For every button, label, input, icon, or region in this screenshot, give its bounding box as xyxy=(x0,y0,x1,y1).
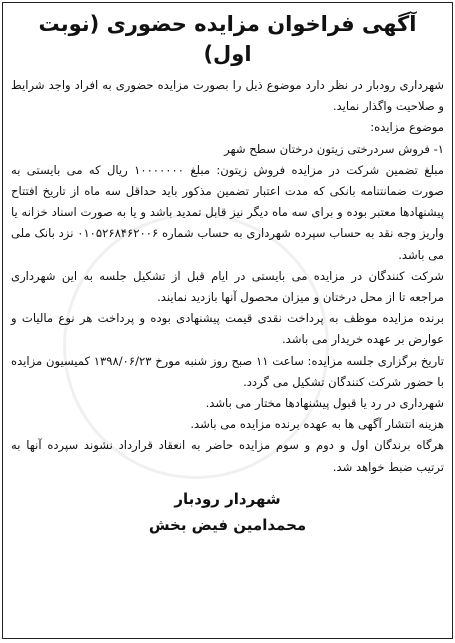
rights-paragraph: شهرداری در رد یا قبول پیشنهادها مختار می باشد. xyxy=(205,396,444,411)
notice-page xyxy=(2,2,453,639)
ad-cost-paragraph: هزینه انتشار آگهی ها به عهده برنده مزایده می باشد. xyxy=(190,417,444,432)
notice-body xyxy=(11,75,444,478)
session-date-paragraph: تاریخ برگزاری جلسه مزایده: ساعت ۱۱ صبح روز شنبه مورخ ۱۳۹۸/۰۶/۲۳ کمیسیون مزایده با حضور شرکت کنندگان تشکیل می گردد. xyxy=(11,353,444,389)
guarantee-paragraph: مبلغ تضمین شرکت در مزایده فروش زیتون: مبلغ ۱۰۰۰۰۰۰۰ ریال که می بایستی به صورت ضمانتنامه بانکی که مدت اعتبار تضمین مذکور باید حداقل سه ماه از تاریخ افتتاح پیشنهادها معتبر بوده و برای سه ماه دیگر نیز قابل تمدید باشد و یا به صورت اسناد خزانه یا واریز وجه نقد به حساب سپرده شهرداری به حساب شماره ۰۱۰۵۲۶۸۴۶۲۰۰۶ نزد بانک ملی می باشد. xyxy=(11,162,444,262)
visit-paragraph: شرکت کنندگان در مزایده می بایستی در ایام قبل از تشکیل جلسه به این شهرداری مراجعه تا از محل درختان و میزان محصول آنها بازدید نمایند. xyxy=(11,268,444,305)
signature-block xyxy=(11,486,444,538)
forfeit-paragraph: هرگاه برندگان اول و دوم و سوم مزایده حاضر به انعقاد قرارداد نشوند سپرده آنها به ترتیب ضبط خواهد شد. xyxy=(11,438,444,474)
signature-name: محمدامین فیض بخش xyxy=(148,515,307,534)
intro-paragraph: شهرداری رودبار در نظر دارد موضوع ذیل را بصورت مزایده حضوری به افراد واجد شرایط و صلاحیت واگذار نماید. xyxy=(11,78,444,114)
subject-heading: موضوع مزایده: xyxy=(370,120,444,135)
notice-title: آگهی فراخوان مزایده حضوری (نوبت اول) xyxy=(38,12,417,66)
signature-title: شهردار رودبار xyxy=(174,489,281,508)
payment-paragraph: برنده مزایده موظف به پرداخت نقدی قیمت پیشنهادی بوده و پرداخت هر نوع مالیات و عوارض بر عهده خریدار می باشد. xyxy=(11,311,444,347)
subject-item: ۱- فروش سردرختی زیتون درختان سطح شهر xyxy=(224,141,444,156)
